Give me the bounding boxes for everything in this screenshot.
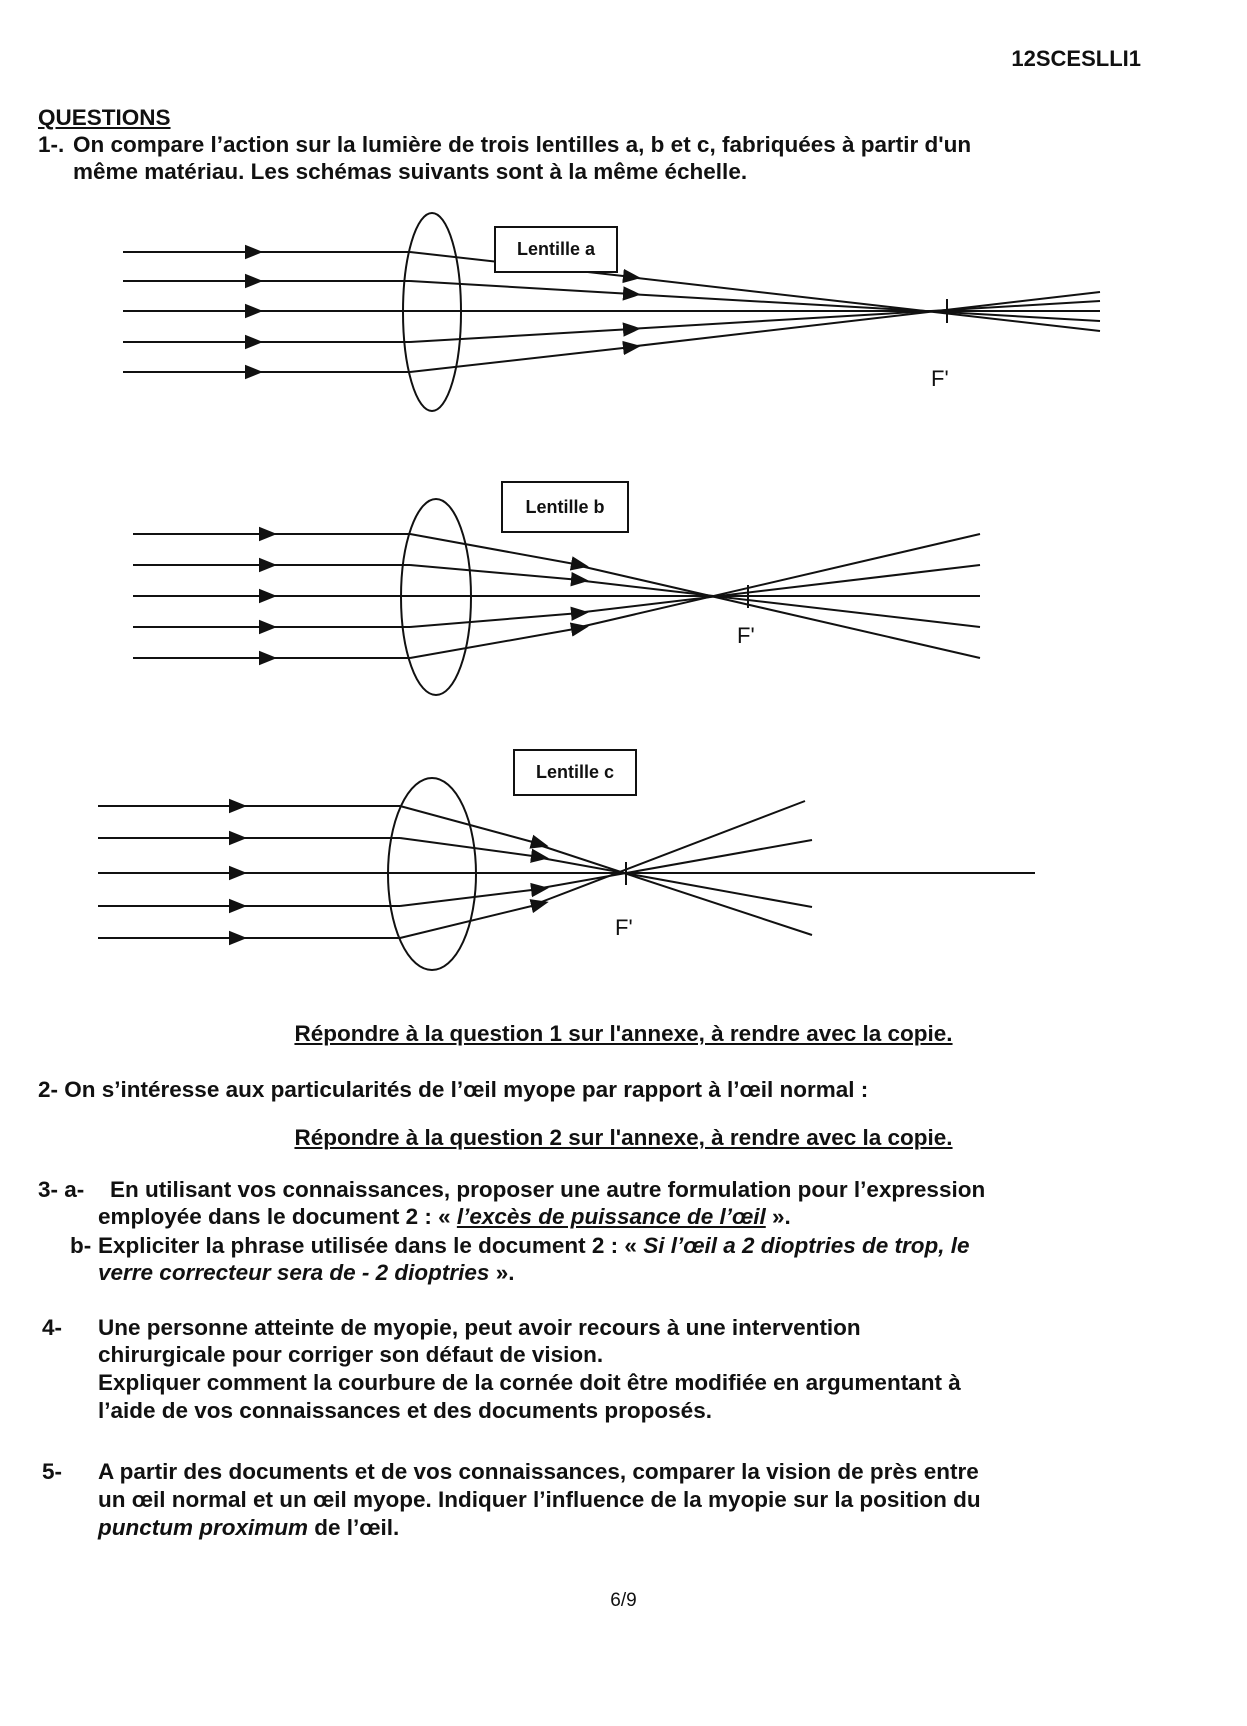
- lens-c-focus-label: F': [615, 915, 633, 940]
- q1-line1: On compare l’action sur la lumière de trois lentilles a, b et c, fabriquées à partir d'un: [73, 132, 972, 157]
- page-number: 6/9: [610, 1590, 637, 1611]
- lens-a-diagram: [0, 195, 1247, 445]
- q3a-quote: l’excès de puissance de l’œil: [456, 1204, 766, 1229]
- q3a-line2-end: ».: [772, 1204, 791, 1229]
- document-code: 12SCESLLI1: [1011, 46, 1141, 71]
- q4-line1: Une personne atteinte de myopie, peut avoir recours à une intervention: [98, 1315, 861, 1340]
- q3b-prefix: b-: [70, 1233, 92, 1258]
- q5-italic-term: punctum proximum: [98, 1515, 309, 1540]
- q1-line2: même matériau. Les schémas suivants sont à la même échelle.: [73, 159, 748, 184]
- q5-line3: [98, 1514, 399, 1542]
- section-title: QUESTIONS: [38, 105, 171, 130]
- lens-a-focus-label: F': [931, 366, 949, 391]
- q5-line2: un œil normal et un œil myope. Indiquer l’influence de la myopie sur la position du: [98, 1487, 981, 1512]
- q3a-line2-start: employée dans le document 2 : «: [98, 1204, 451, 1229]
- q3b-end: ».: [495, 1260, 515, 1285]
- q5-line1: A partir des documents et de vos connaissances, comparer la vision de près entre: [98, 1459, 979, 1484]
- q2-text: 2- On s’intéresse aux particularités de l’œil myope par rapport à l’œil normal :: [38, 1077, 869, 1102]
- q5-line3-end: de l’œil.: [314, 1515, 400, 1540]
- q3a-line1: En utilisant vos connaissances, proposer une autre formulation pour l’expression: [110, 1177, 986, 1202]
- q4-line4: l’aide de vos connaissances et des documents proposés.: [98, 1398, 712, 1423]
- q3b-line1-start: Expliciter la phrase utilisée dans le document 2 : «: [98, 1233, 637, 1258]
- q5-number: 5-: [42, 1459, 63, 1484]
- lens-b-focus-label: F': [737, 623, 755, 648]
- q4-number: 4-: [42, 1315, 63, 1340]
- q3a-line2: [98, 1203, 791, 1231]
- instruction-question-2: Répondre à la question 2 sur l'annexe, à rendre avec la copie.: [294, 1125, 953, 1150]
- q3b-line1: [98, 1232, 970, 1260]
- q3b-line2: [98, 1259, 514, 1287]
- lens-c-label: Lentille c: [513, 749, 637, 796]
- q4-line2: chirurgicale pour corriger son défaut de vision.: [98, 1342, 604, 1367]
- q4-line3: Expliquer comment la courbure de la cornée doit être modifiée en argumentant à: [98, 1370, 961, 1395]
- q1-number: 1-.: [38, 132, 65, 157]
- lens-b-label: Lentille b: [501, 481, 629, 533]
- q3b-quote-line1: Si l’œil a 2 dioptries de trop, le: [643, 1233, 970, 1258]
- q3a-prefix: 3- a-: [38, 1177, 85, 1202]
- lens-a-label: Lentille a: [494, 226, 618, 273]
- instruction-question-1: Répondre à la question 1 sur l'annexe, à rendre avec la copie.: [294, 1021, 953, 1046]
- q3b-quote-line2: verre correcteur sera de - 2 dioptries: [98, 1260, 490, 1285]
